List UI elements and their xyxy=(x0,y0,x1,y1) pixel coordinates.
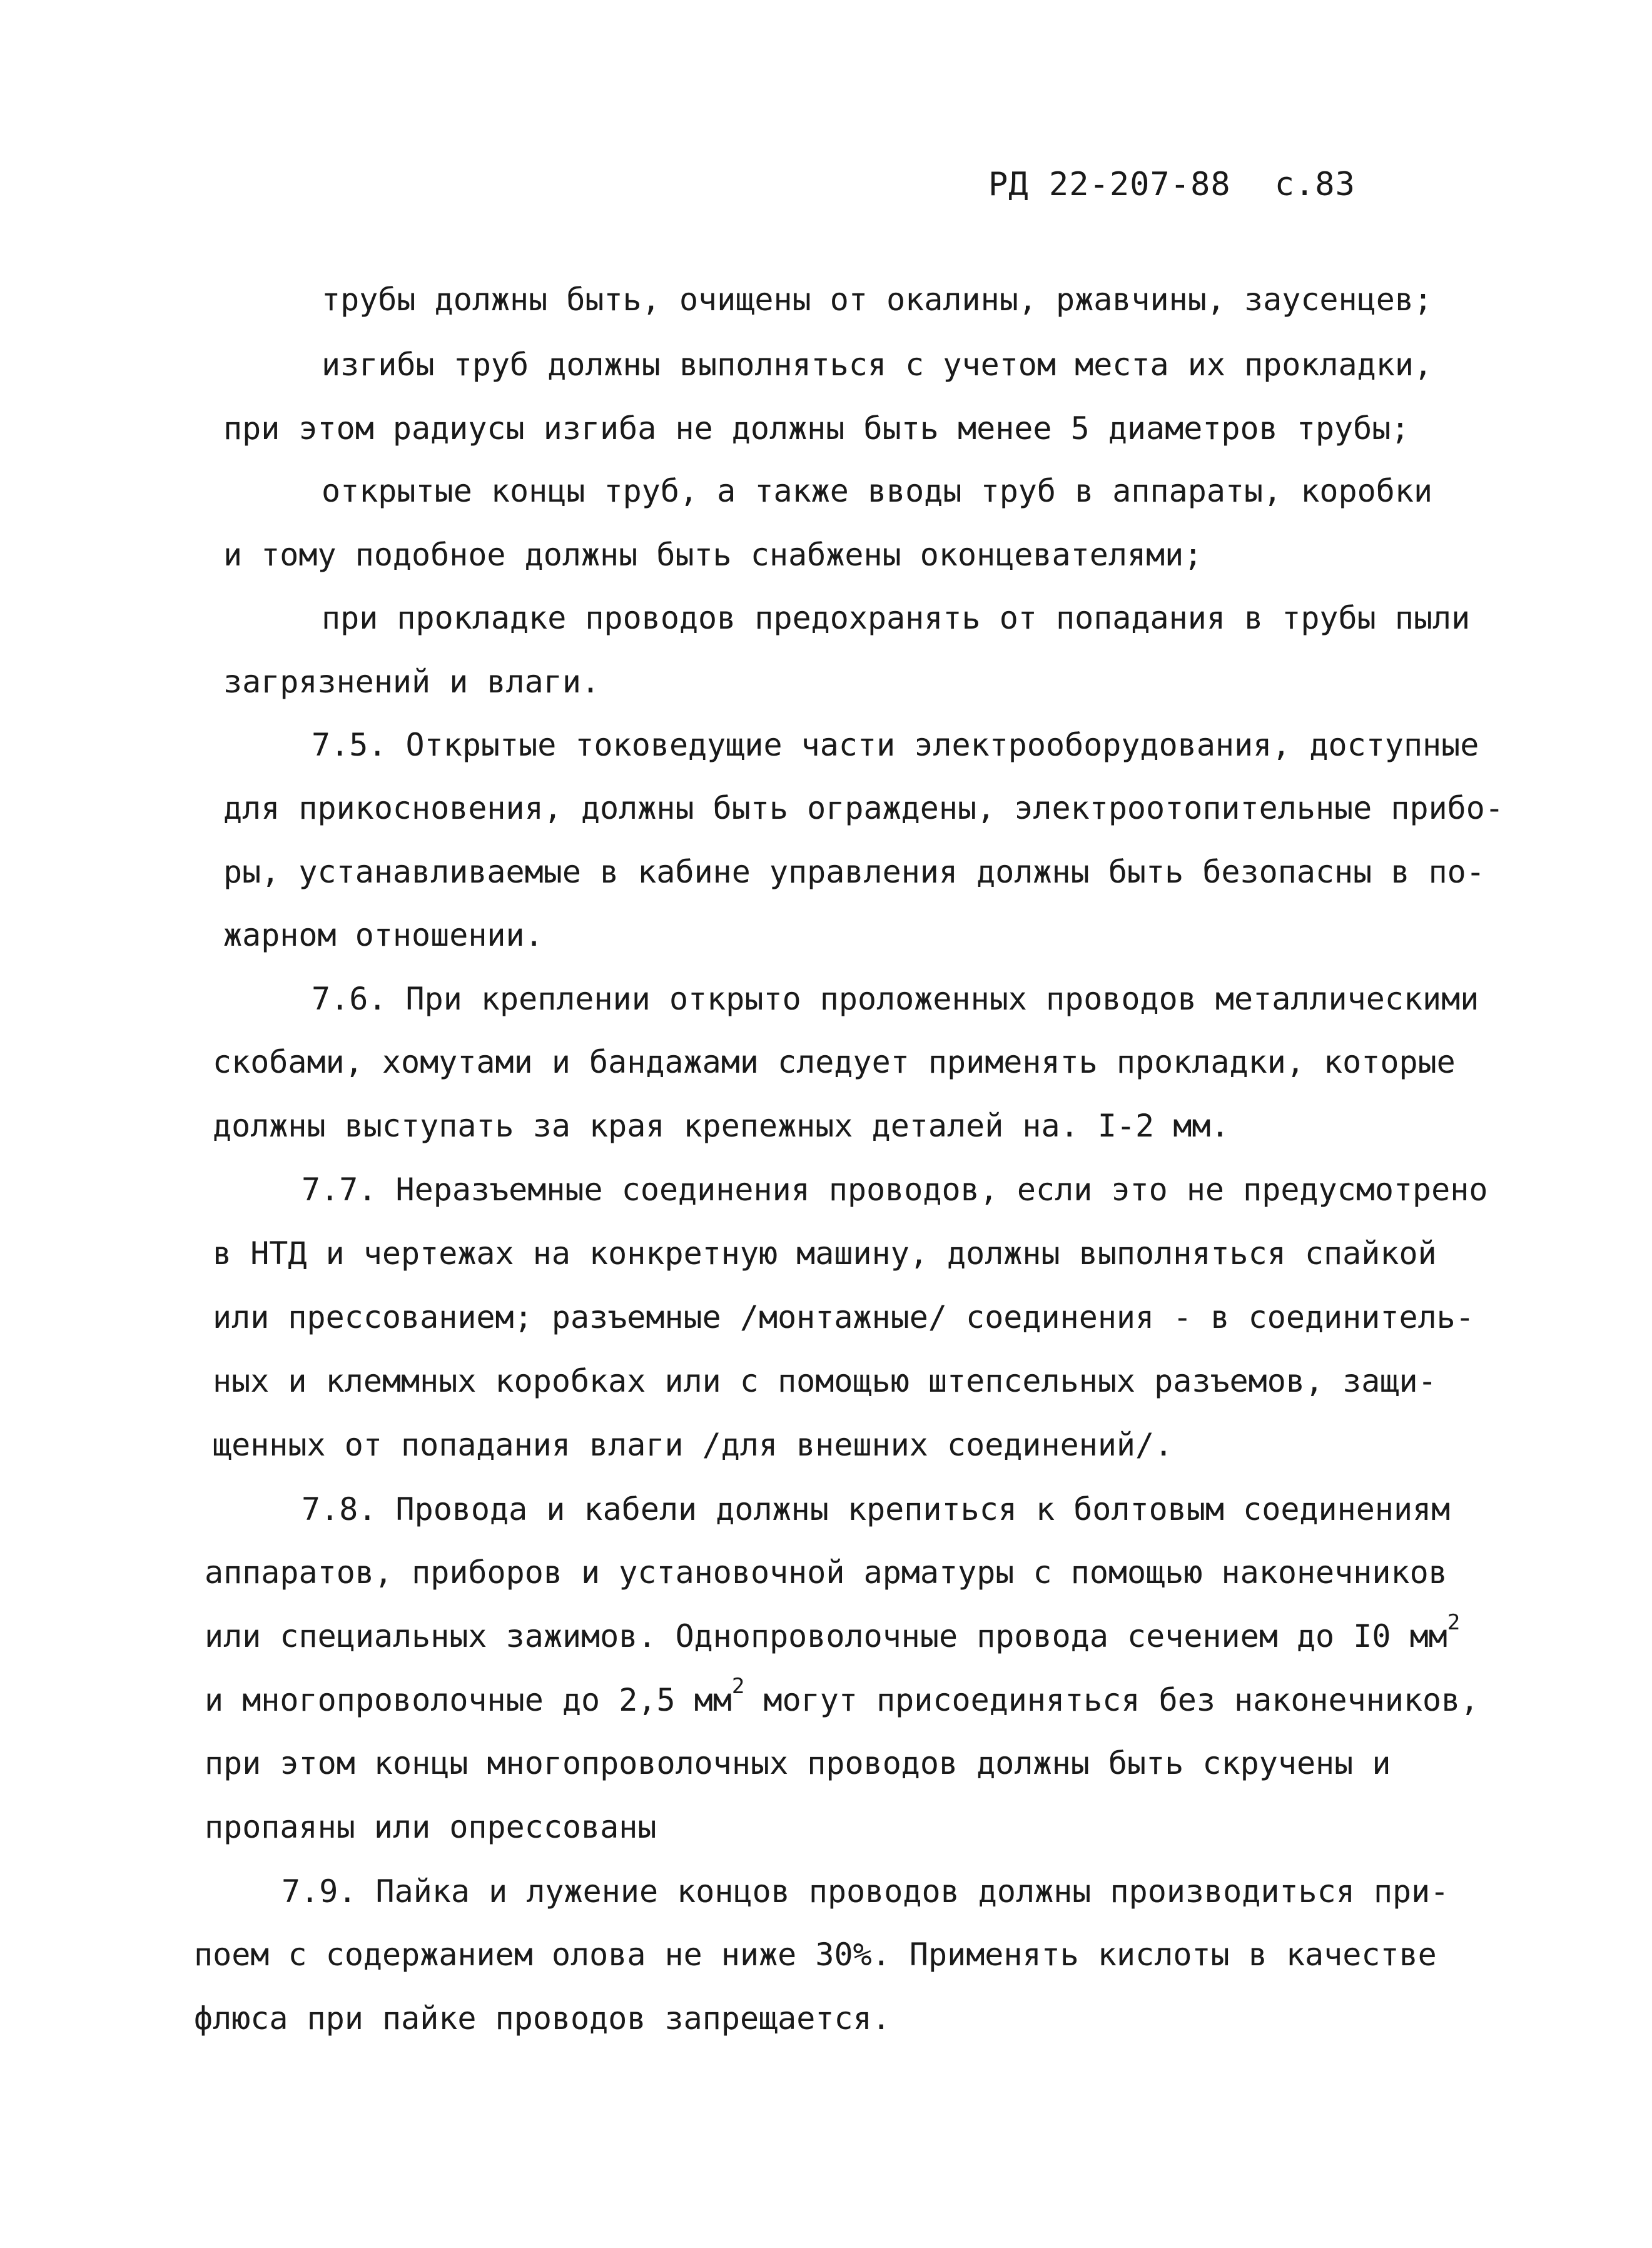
text-line: жарном отношении. xyxy=(223,917,544,953)
text-line: при прокладке проводов предохранять от попадания в трубы пыли xyxy=(322,600,1471,636)
page-header xyxy=(988,166,1356,203)
text-line: открытые концы труб, а также вводы труб в аппараты, коробки xyxy=(322,473,1433,509)
text-line: скобами, хомутами и бандажами следует применять прокладки, которые xyxy=(213,1044,1456,1080)
text-line: ры, устанавливаемые в кабине управления должны быть безопасны в по- xyxy=(223,854,1485,890)
text-line: 7.6. При креплении открыто проложенных проводов металлическими xyxy=(312,981,1479,1017)
text-line: пропаяны или опрессованы xyxy=(205,1809,657,1845)
text-line: изгибы труб должны выполняться с учетом места их прокладки, xyxy=(322,347,1433,383)
text-line: щенных от попадания влаги /для внешних соединений/. xyxy=(213,1427,1173,1463)
text-line: и тому подобное должны быть снабжены оконцевателями; xyxy=(223,537,1203,573)
text-line: аппаратов, приборов и установочной арматуры с помощью наконечников xyxy=(205,1554,1447,1591)
text-segment: и многопроволочные до 2,5 мм xyxy=(205,1682,732,1718)
text-line: 7.8. Провода и кабели должны крепиться к болтовым соединениям xyxy=(302,1491,1451,1527)
text-line: 7.7. Неразъемные соединения проводов, если это не предусмотрено xyxy=(302,1172,1488,1208)
text-line: для прикосновения, должны быть ограждены, электроотопительные прибо- xyxy=(223,790,1504,826)
superscript: 2 xyxy=(731,1674,745,1699)
text-line: флюса при пайке проводов запрещается. xyxy=(194,2000,891,2037)
text-line xyxy=(205,1674,1479,1719)
text-segment: или специальных зажимов. Однопроволочные провода сечением до I0 мм xyxy=(205,1618,1447,1654)
text-line: должны выступать за края крепежных деталей на. I-2 мм. xyxy=(213,1108,1230,1144)
text-segment: могут присоединяться без наконечников, xyxy=(744,1682,1479,1718)
text-line: ных и клеммных коробках или с помощью штепсельных разъемов, защи- xyxy=(213,1363,1437,1399)
text-line: при этом концы многопроволочных проводов должны быть скручены и xyxy=(205,1745,1391,1781)
text-line: или прессованием; разъемные /монтажные/ соединения - в соединитель- xyxy=(213,1299,1474,1335)
text-line: поем с содержанием олова не ниже 30%. Применять кислоты в качестве xyxy=(194,1937,1437,1973)
superscript: 2 xyxy=(1447,1610,1461,1635)
text-line: трубы должны быть, очищены от окалины, ржавчины, заусенцев; xyxy=(322,281,1433,318)
page-number: с.83 xyxy=(1274,166,1356,203)
text-line: в НТД и чертежах на конкретную машину, должны выполняться спайкой xyxy=(213,1235,1437,1272)
text-line: 7.5. Открытые токоведущие части электрооборудования, доступные xyxy=(312,727,1479,763)
text-line xyxy=(205,1610,1461,1655)
text-line: при этом радиусы изгиба не должны быть менее 5 диаметров трубы; xyxy=(223,410,1410,447)
text-line: загрязнений и влаги. xyxy=(223,664,600,700)
document-reference: РД 22-207-88 xyxy=(988,166,1231,203)
text-line: 7.9. Пайка и лужение концов проводов должны производиться при- xyxy=(281,1873,1449,1910)
